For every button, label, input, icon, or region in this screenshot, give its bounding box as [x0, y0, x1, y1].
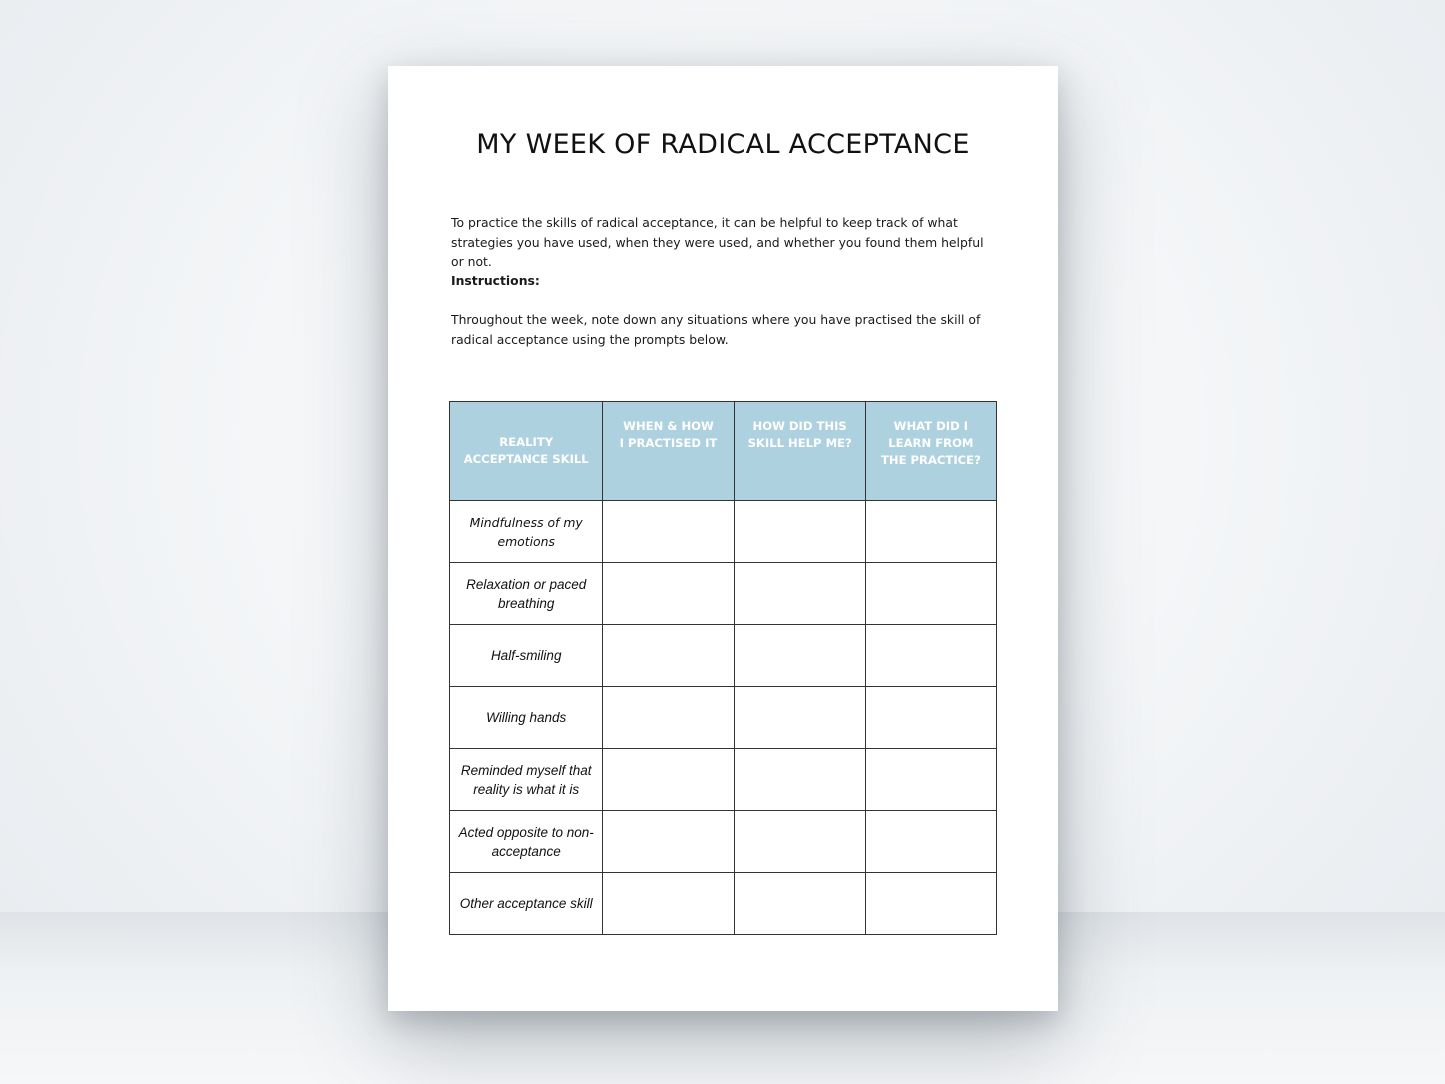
learn-cell[interactable]	[865, 811, 996, 873]
when-how-cell[interactable]	[603, 687, 734, 749]
header-skill: REALITY ACCEPTANCE SKILL	[450, 402, 603, 501]
help-cell[interactable]	[734, 563, 865, 625]
skill-cell: Reminded myself that reality is what it is	[450, 749, 603, 811]
learn-cell[interactable]	[865, 687, 996, 749]
header-help: HOW DID THIS SKILL HELP ME?	[734, 402, 865, 501]
skill-cell: Acted opposite to non-acceptance	[450, 811, 603, 873]
page-title: MY WEEK OF RADICAL ACCEPTANCE	[476, 129, 970, 160]
table-row	[450, 501, 997, 563]
learn-cell[interactable]	[865, 501, 996, 563]
table-row	[450, 563, 997, 625]
when-how-cell[interactable]	[603, 873, 734, 935]
worksheet-page	[388, 66, 1058, 1011]
when-how-cell[interactable]	[603, 501, 734, 563]
help-cell[interactable]	[734, 873, 865, 935]
intro-paragraph: To practice the skills of radical acceptance, it can be helpful to keep track of what strategies you have used, when they were used, and whether you found them helpful or not.	[451, 215, 984, 269]
table-row	[450, 749, 997, 811]
when-how-cell[interactable]	[603, 749, 734, 811]
table-row	[450, 687, 997, 749]
acceptance-log-table	[449, 401, 997, 935]
instructions-paragraph: Throughout the week, note down any situations where you have practised the skill of radical acceptance using the prompts below.	[451, 312, 981, 347]
learn-cell[interactable]	[865, 563, 996, 625]
instructions-label: Instructions:	[451, 273, 540, 288]
learn-cell[interactable]	[865, 625, 996, 687]
when-how-cell[interactable]	[603, 563, 734, 625]
header-learn: WHAT DID I LEARN FROM THE PRACTICE?	[865, 402, 996, 501]
help-cell[interactable]	[734, 749, 865, 811]
help-cell[interactable]	[734, 811, 865, 873]
learn-cell[interactable]	[865, 873, 996, 935]
table-row	[450, 873, 997, 935]
header-when-how: WHEN & HOW I PRACTISED IT	[603, 402, 734, 501]
skill-cell: Other acceptance skill	[450, 873, 603, 935]
table-row	[450, 625, 997, 687]
skill-cell: Relaxation or paced breathing	[450, 563, 603, 625]
skill-cell: Half-smiling	[450, 625, 603, 687]
table-row	[450, 811, 997, 873]
help-cell[interactable]	[734, 501, 865, 563]
help-cell[interactable]	[734, 687, 865, 749]
skill-cell: Mindfulness of my emotions	[450, 501, 603, 563]
skill-cell: Willing hands	[450, 687, 603, 749]
help-cell[interactable]	[734, 625, 865, 687]
learn-cell[interactable]	[865, 749, 996, 811]
table-header-row	[450, 402, 997, 501]
when-how-cell[interactable]	[603, 625, 734, 687]
when-how-cell[interactable]	[603, 811, 734, 873]
